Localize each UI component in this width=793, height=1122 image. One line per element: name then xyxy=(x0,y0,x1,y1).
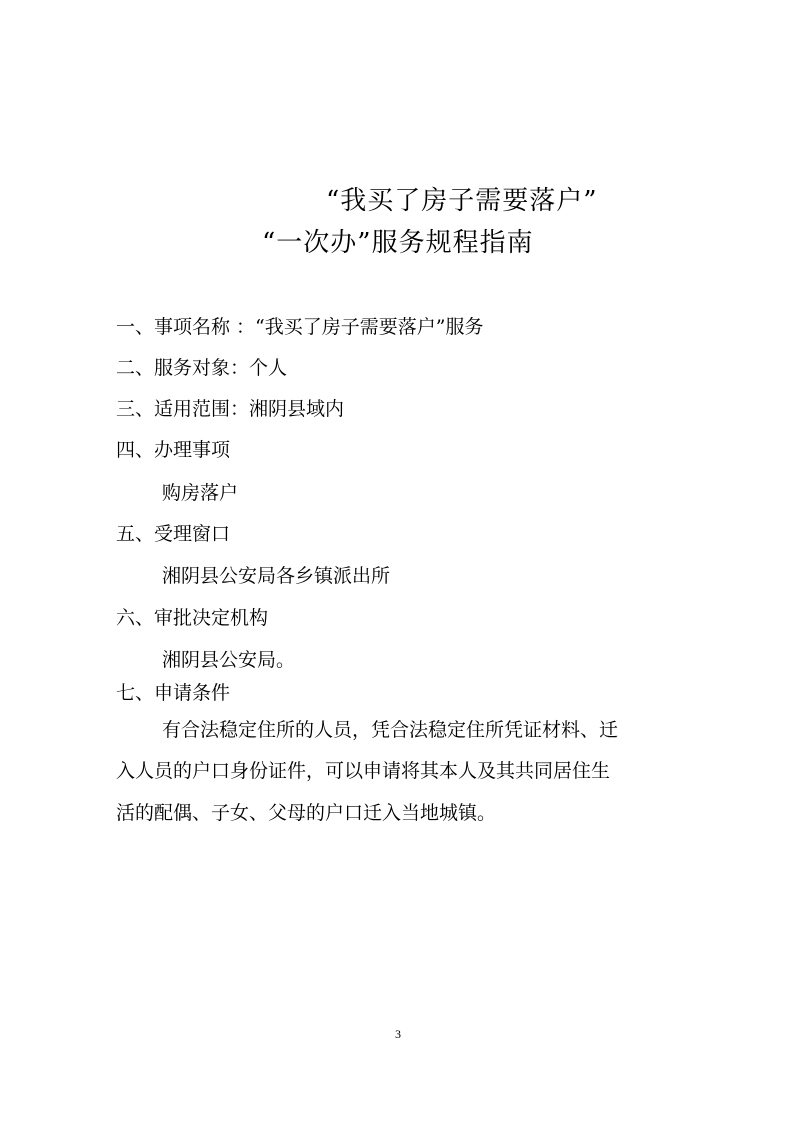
section-6-heading: 六、审批决定机构 xyxy=(116,607,269,629)
section-3-scope: 三、适用范围：湘阴县域内 xyxy=(116,398,345,420)
section-6-content: 湘阴县公安局。 xyxy=(162,649,296,671)
section-5-content: 湘阴县公安局各乡镇派出所 xyxy=(162,565,391,587)
section-4-heading: 四、办理事项 xyxy=(116,439,231,461)
section-1-item-name: 一、事项名称 ：“我买了房子需要落户”服务 xyxy=(116,316,484,338)
section-4-content: 购房落户 xyxy=(162,482,239,504)
section-7-heading: 七、申请条件 xyxy=(116,682,231,704)
section-7-paragraph-line-2: 入人员的户口身份证件，可以申请将其本人及其共同居住生 xyxy=(116,760,611,782)
section-5-heading: 五、受理窗口 xyxy=(116,523,231,545)
page-number: 3 xyxy=(395,1027,401,1041)
title-line-2: “一次办”服务规程指南 xyxy=(262,228,534,258)
title-line-1: “我买了房子需要落户” xyxy=(326,186,598,216)
section-7-paragraph-line-1: 有合法稳定住所的人员，凭合法稳定住所凭证材料、迁 xyxy=(162,719,619,741)
section-7-paragraph-line-3: 活的配偶、子女、父母的户口迁入当地城镇。 xyxy=(116,802,497,824)
section-2-service-target: 二、服务对象：个人 xyxy=(116,357,288,379)
